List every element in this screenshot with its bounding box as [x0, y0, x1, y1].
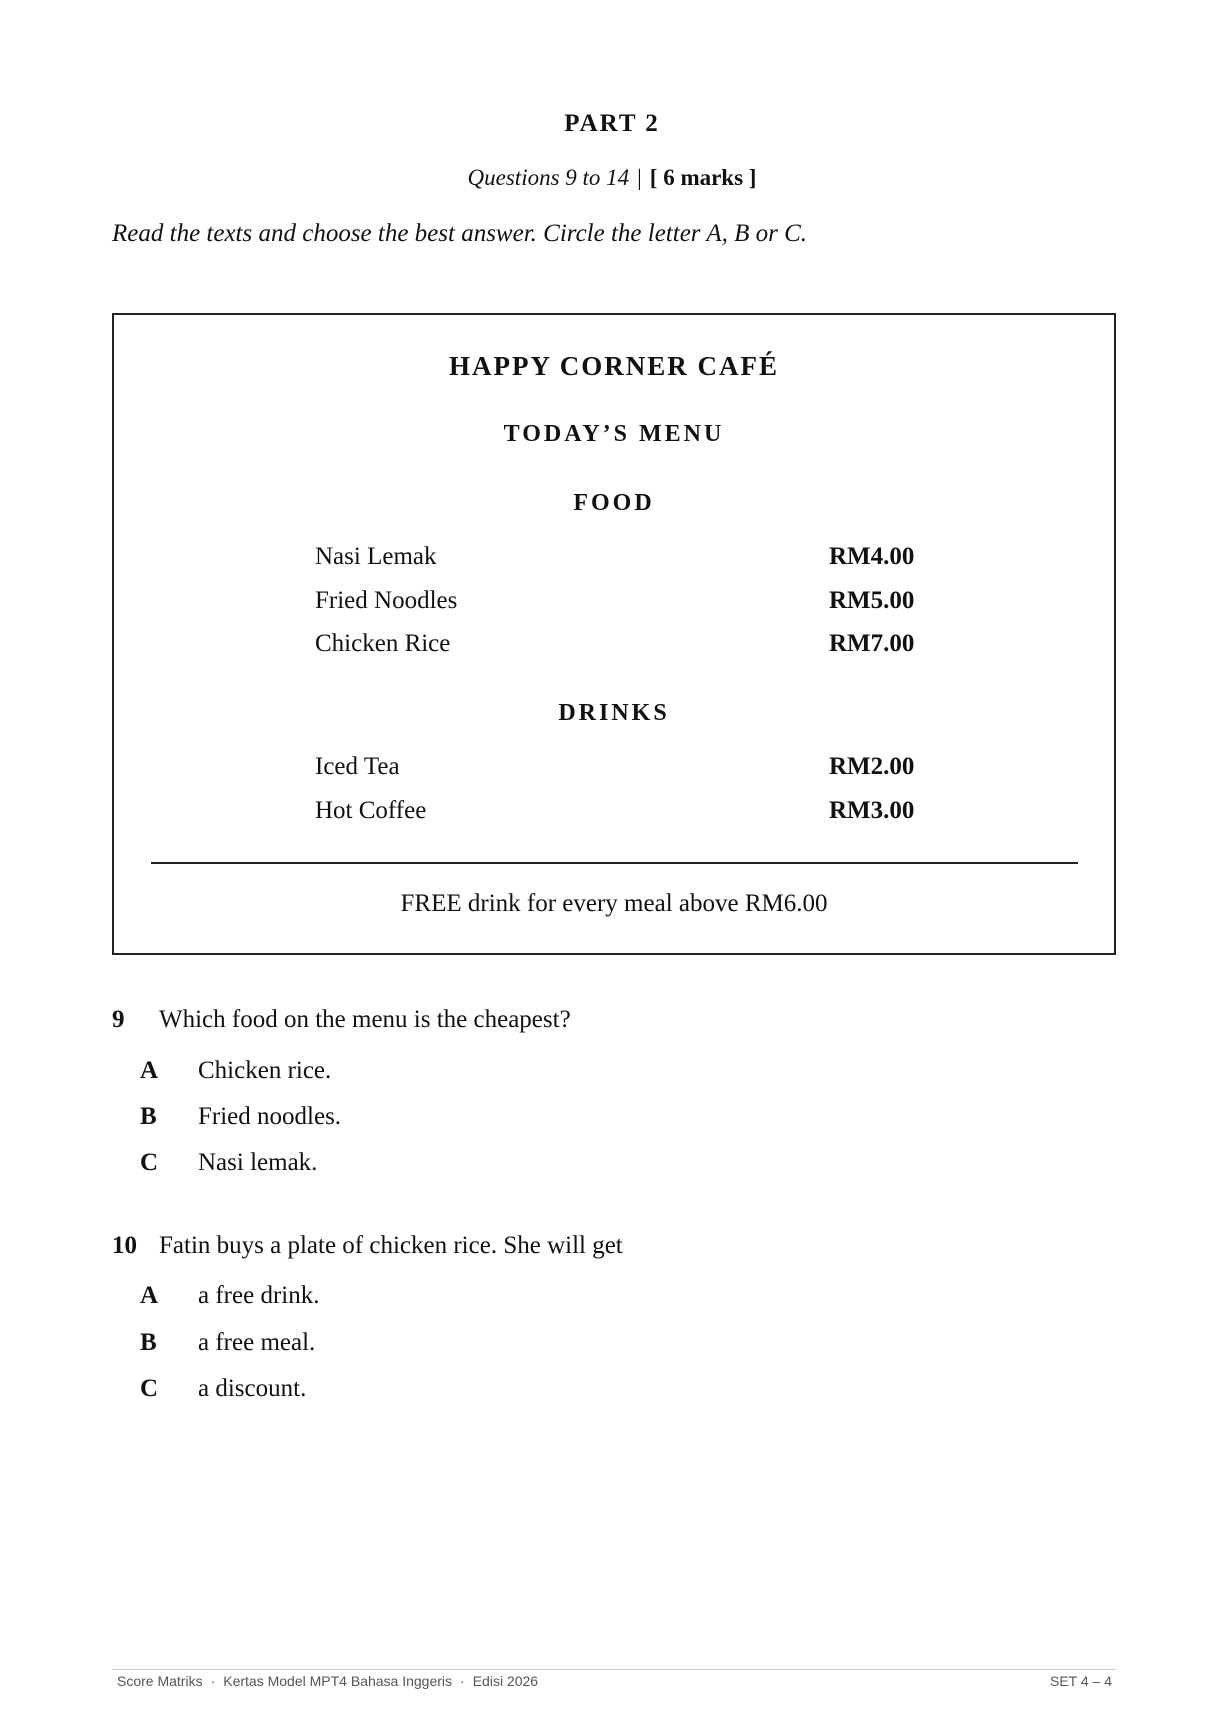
- question-stem: Which food on the menu is the cheapest?: [159, 1006, 571, 1033]
- menu-item-price: RM7.00: [829, 630, 915, 657]
- menu-item-price: RM5.00: [829, 586, 915, 614]
- menu-item-row: [315, 753, 915, 797]
- menu-item-row: [315, 587, 915, 631]
- footer-info: [117, 1673, 538, 1689]
- option-letter: C: [140, 1149, 159, 1176]
- menu-item-name: Fried Noodles: [315, 586, 458, 614]
- instruction-text: Read the texts and choose the best answer. Circle the letter A, B or C.: [112, 220, 808, 247]
- menu-note: FREE drink for every meal above RM6.00: [400, 890, 828, 917]
- questions-range: Questions 9 to 14: [467, 165, 630, 190]
- menu-box: [112, 313, 1116, 955]
- marks-label: [ 6 marks ]: [649, 165, 757, 190]
- footer-dot: ·: [210, 1673, 216, 1689]
- option-letter: B: [140, 1329, 157, 1356]
- food-heading: FOOD: [573, 490, 655, 516]
- menu-item-name: Nasi Lemak: [315, 543, 437, 570]
- option-text: Nasi lemak.: [198, 1149, 318, 1176]
- option-letter: A: [140, 1282, 159, 1309]
- menu-item-name: Chicken Rice: [315, 630, 451, 657]
- question-stem: Fatin buys a plate of chicken rice. She will get: [159, 1232, 623, 1259]
- part-title: PART 2: [564, 110, 660, 137]
- cafe-name: HAPPY CORNER CAFÉ: [449, 351, 779, 381]
- option-text: Fried noodles.: [198, 1103, 342, 1130]
- drinks-heading: DRINKS: [558, 700, 670, 726]
- menu-item-price: RM3.00: [829, 796, 915, 824]
- option-text: Chicken rice.: [198, 1057, 332, 1084]
- menu-item-row: [315, 630, 915, 674]
- drinks-list: [315, 753, 915, 840]
- option-letter: B: [140, 1103, 157, 1130]
- option-letter: A: [140, 1057, 159, 1084]
- subtitle-separator: |: [637, 165, 642, 190]
- footer-edition: Edisi 2026: [472, 1673, 539, 1689]
- food-list: [315, 543, 915, 674]
- menu-item-price: RM2.00: [829, 753, 915, 780]
- questions-subtitle: [0, 165, 1224, 191]
- menu-divider: [151, 862, 1078, 864]
- page-label: SET 4 – 4: [1049, 1673, 1112, 1689]
- footer-book-title: Kertas Model MPT4 Bahasa Inggeris: [223, 1673, 453, 1689]
- option-text: a free drink.: [198, 1282, 320, 1309]
- menu-item-name: Iced Tea: [315, 753, 400, 780]
- menu-item-row: [315, 543, 915, 587]
- option-text: a discount.: [198, 1375, 307, 1402]
- footer-publisher: Score Matriks: [117, 1673, 203, 1689]
- menu-subtitle: TODAY’S MENU: [503, 421, 725, 447]
- menu-item-row: [315, 797, 915, 841]
- question-number: 9: [112, 1006, 125, 1033]
- option-text: a free meal.: [198, 1329, 316, 1356]
- question-number: 10: [112, 1232, 137, 1259]
- option-letter: C: [140, 1375, 159, 1402]
- footer-divider: [112, 1669, 1116, 1670]
- footer-dot: ·: [460, 1673, 465, 1689]
- menu-item-name: Hot Coffee: [315, 796, 427, 824]
- menu-item-price: RM4.00: [829, 543, 915, 570]
